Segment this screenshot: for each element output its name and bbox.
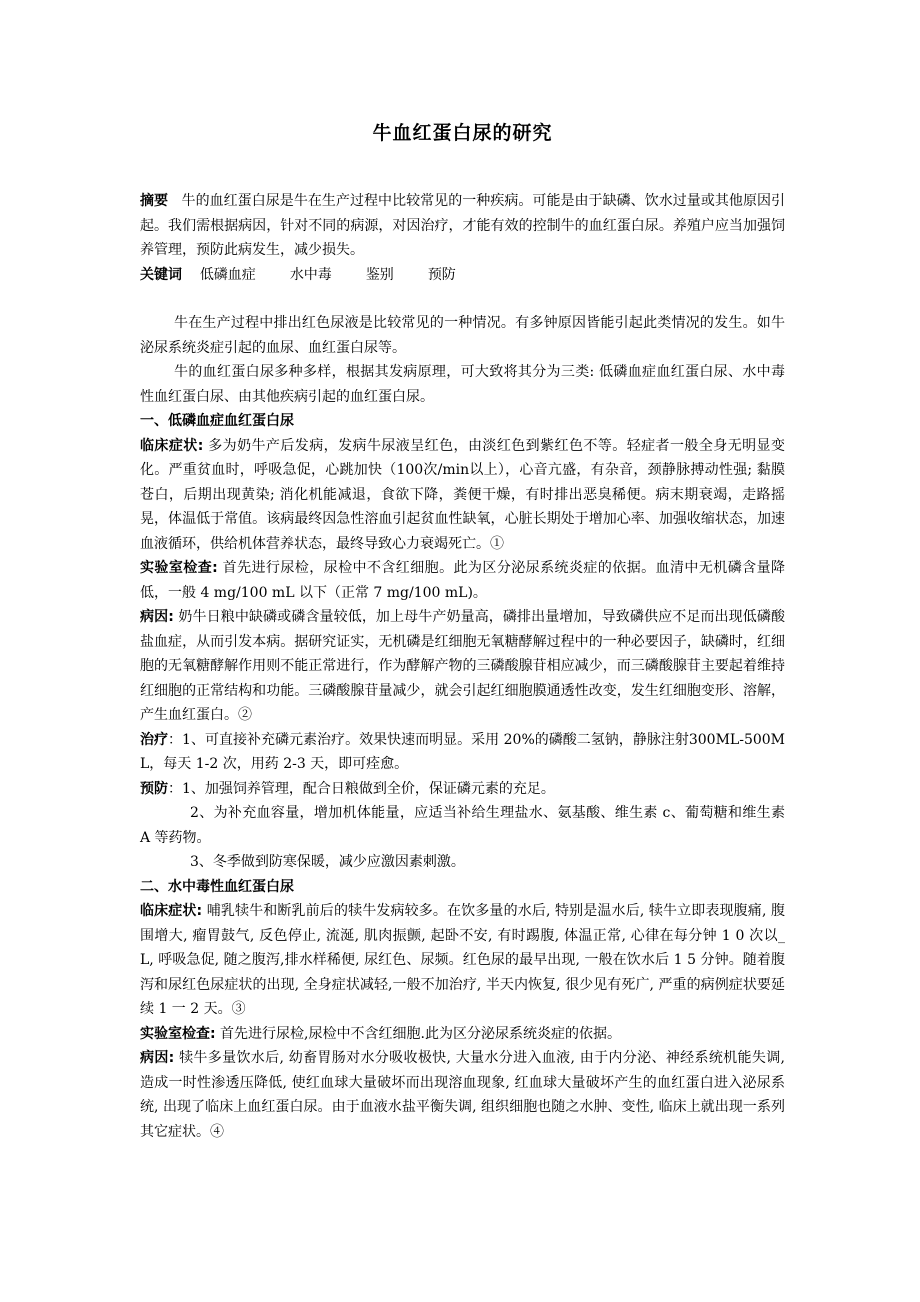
s2-cause-text: 犊牛多量饮水后, 幼畜胃肠对水分吸收极快, 大量水分进入血液, 由于内分泌、神经系统机能失调, 造成一时性渗透压降低, 使红血球大量破坏而出现溶血现象, 红血球大量破坏产生的血红蛋白进入泌尿系统, 出现了临床上血红蛋白尿。由于血液水盐平衡失调, 组织细胞也随之水肿、变性, 临床上就出现一系列其它症状。④ [140,1050,785,1140]
s1-prevention-text: ：1、加强饲养管理，配合日粮做到全价，保证磷元素的充足。 [168,780,555,797]
s2-lab-text: 首先进行尿检,尿检中不含红细胞.此为区分泌尿系统炎症的依据。 [215,1025,621,1042]
s1-clinical-text: 多为奶牛产后发病，发病牛尿液呈红色，由淡红色到紫红色不等。轻症者一般全身无明显变化。严重贫血时，呼吸急促，心跳加快（100次/min以上），心音亢盛，有杂音，颈静脉搏动性强; 黏膜苍白，后期出现黄染; 消化机能减退，食欲下降，粪便干燥，有时排出恶臭稀便。病末期衰竭，走路摇晃，体温低于常值。该病最终因急性溶血引起贫血性缺氧，心脏长期处于增加心率、加强收缩状态，加速血液循环，供给机体营养状态，最终导致心力衰竭死亡。① [140,437,785,552]
s2-lab [140,1022,785,1047]
s1-prevention-item: 2、为补充血容量，增加机体能量，应适当补给生理盐水、氨基酸、维生素 c、葡萄糖和维生素 A 等药物。 [140,805,785,846]
s2-clinical-text: 哺乳犊牛和断乳前后的犊牛发病较多。在饮多量的水后, 特别是温水后, 犊牛立即表现腹痛, 腹围增大, 瘤胃鼓气, 反色停止, 流涎, 肌肉振颤, 起卧不安, 有时踢腹, 体温正常, 心律在每分钟 1 0 次以_ L, 呼吸急促, 随之腹泻,排水样稀便, 尿红色、尿频。红色尿的最早出现, 一般在饮水后 1 5 分钟。随着腹泻和尿红色尿症状的出现, 全身症状减轻,一般不加治疗, 半天内恢复, 很少见有死广, 严重的病例症状要延续 1 一 2 天。③ [140,903,785,1017]
s1-lab-text: 首先进行尿检，尿检中不含红细胞。此为区分泌尿系统炎症的依据。血清中无机磷含量降低，一般 4 mg/100 mL 以下（正常 7 mg/100 mL)。 [140,560,785,601]
keyword-item: 低磷血症 [199,266,256,283]
intro-paragraph: 牛的血红蛋白尿多种多样，根据其发病原理，可大致将其分为三类: 低磷血症血红蛋白尿、水中毒性血红蛋白尿、由其他疾病引起的血红蛋白尿。 [140,364,785,405]
s1-lab [140,556,785,605]
s1-treatment-text: ：1、可直接补充磷元素治疗。效果快速而明显。采用 20%的磷酸二氢钠，静脉注射300ML-500ML，每天 1-2 次，用药 2-3 天，即可痊愈。 [140,731,786,772]
s2-cause-label: 病因: [140,1050,175,1066]
section-heading: 一、低磷血症血红蛋白尿 [140,413,294,429]
s1-treatment [140,728,785,777]
keywords [140,263,785,288]
keyword-item: 鉴别 [365,266,394,283]
s1-cause-label: 病因: [140,609,174,625]
s1-lab-label: 实验室检查: [140,560,218,576]
section-heading: 二、水中毒性血红蛋白尿 [140,878,294,895]
s1-clinical-label: 临床症状: [140,437,204,454]
keyword-item: 预防 [427,266,456,283]
s1-prevention-item: 3、冬季做到防寒保暖，减少应激因素刺激。 [190,854,465,870]
s1-prevention-label: 预防 [140,780,168,797]
abstract-text: 牛的血红蛋白尿是牛在生产过程中比较常见的一种疾病。可能是由于缺磷、饮水过量或其他原因引起。我们需根据病因，针对不同的病源，对因治疗，才能有效的控制牛的血红蛋白尿。养殖户应当加强饲养管理，预防此病发生，减少损失。 [140,193,786,258]
s1-treatment-label: 治疗 [140,731,169,748]
s2-lab-label: 实验室检查: [140,1025,216,1042]
document-page [140,118,785,1144]
spacer [140,287,785,311]
abstract [140,189,785,263]
s1-clinical [140,434,785,557]
s2-cause [140,1046,785,1144]
s1-cause [140,605,785,728]
s1-prevention [140,777,785,802]
document-title: 牛血红蛋白尿的研究 [372,122,553,144]
s2-clinical-label: 临床症状: [140,903,203,919]
s1-cause-text: 奶牛日粮中缺磷或磷含量较低，加上母牛产奶量高，磷排出量增加，导致磷供应不足而出现低磷酸盐血症，从而引发本病。据研究证实，无机磷是红细胞无氧糖酵解过程中的一种必要因子，缺磷时，红细胞的无氧糖酵解作用则不能正常进行，作为酵解产物的三磷酸腺苷相应减少，而三磷酸腺苷主要起着维持红细胞的正常结构和功能。三磷酸腺苷量减少，就会引起红细胞膜通透性改变，发生红细胞变形、溶解，产生血红蛋白。② [140,609,785,723]
intro-paragraph: 牛在生产过程中排出红色尿液是比较常见的一种情况。有多钟原因皆能引起此类情况的发生。如牛泌尿系统炎症引起的血尿、血红蛋白尿等。 [140,315,785,356]
abstract-label: 摘要 [140,193,169,209]
s2-clinical [140,899,785,1022]
keywords-label: 关键词 [140,266,182,283]
keyword-item: 水中毒 [289,266,332,283]
